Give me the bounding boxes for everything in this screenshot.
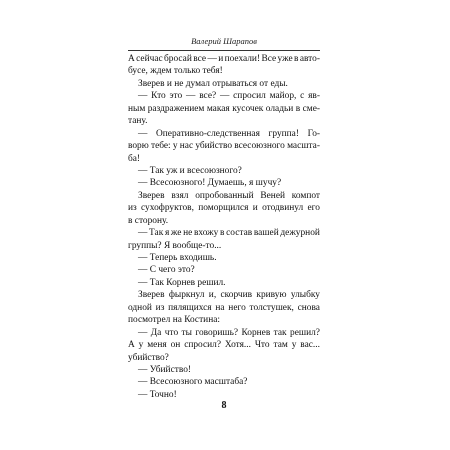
word: одной	[128, 302, 152, 313]
word: у	[291, 340, 297, 351]
word: Корнев	[241, 327, 271, 338]
text-line	[128, 352, 320, 364]
word: Зверев	[138, 190, 165, 201]
text-line	[128, 128, 320, 140]
text-line	[128, 240, 320, 252]
word: в	[220, 228, 225, 239]
word: я	[249, 178, 254, 189]
text-line	[128, 376, 320, 388]
word: Костина:	[184, 315, 220, 326]
text-line	[128, 327, 320, 339]
text-line	[128, 289, 320, 301]
page-number: 8	[221, 400, 227, 411]
text-line	[128, 302, 320, 314]
word: группы?	[128, 240, 162, 251]
word: все?	[199, 91, 217, 102]
word: макая	[206, 103, 230, 114]
word: ным	[128, 103, 146, 114]
word: уж	[166, 165, 178, 176]
word: отодвинул	[262, 203, 304, 214]
word: тану.	[128, 116, 148, 127]
word: Оперативно-следственная	[156, 128, 260, 139]
word: Корнев	[166, 277, 196, 288]
word: из	[128, 203, 137, 214]
word: —	[138, 128, 148, 139]
word: яв-	[308, 91, 320, 102]
word: там	[273, 340, 288, 351]
word: Го-	[307, 128, 320, 139]
word: взял	[171, 190, 189, 201]
word: он	[170, 340, 181, 351]
word: —	[138, 253, 148, 263]
text-line	[128, 103, 320, 115]
word: майор,	[269, 91, 297, 102]
word: убийство	[195, 141, 233, 152]
word: —	[138, 327, 148, 338]
word: —	[138, 178, 148, 189]
word: все	[193, 54, 207, 64]
word: опробованный	[195, 190, 254, 201]
text-line	[128, 177, 320, 189]
word: оладьи	[265, 103, 294, 114]
word: сухофруктов,	[141, 203, 194, 214]
word: —	[138, 165, 148, 176]
word: бросай	[164, 54, 192, 64]
word: ты	[181, 327, 192, 338]
word: от	[259, 78, 269, 89]
word: состав	[226, 228, 253, 239]
word: в	[294, 54, 299, 64]
word: Убийство!	[149, 364, 191, 375]
word: А	[128, 340, 135, 351]
word: Веней	[260, 190, 285, 201]
word: еды.	[270, 78, 288, 89]
word: не	[174, 78, 184, 89]
word: и	[166, 78, 172, 89]
word: вхожу	[193, 228, 219, 239]
word: поморщился	[198, 203, 249, 214]
word: всесоюзного?	[187, 165, 242, 176]
word: и	[252, 203, 258, 214]
word: ба!	[128, 153, 141, 164]
word: сме-	[302, 103, 320, 114]
word: что	[164, 327, 179, 338]
word: раздражением	[147, 103, 205, 114]
word: и	[218, 54, 224, 64]
word: тебе:	[150, 141, 171, 152]
word: спросил?	[184, 340, 221, 351]
word: это	[169, 91, 183, 102]
word: Так	[149, 165, 164, 176]
word: на	[215, 302, 225, 313]
word: скорчив	[220, 290, 253, 301]
word: дежурной	[280, 228, 320, 239]
word: входишь.	[179, 253, 217, 263]
word: говоришь?	[195, 327, 239, 338]
text-line	[128, 65, 320, 77]
word: —	[138, 277, 148, 288]
word: Зверев	[138, 290, 165, 301]
word: это?	[177, 265, 195, 276]
word: фыркнул	[168, 290, 205, 301]
text-line	[128, 53, 320, 65]
text-line	[128, 314, 320, 326]
word: его	[307, 203, 320, 214]
word: чего	[158, 265, 176, 276]
word: группа!	[268, 128, 299, 139]
word: так	[273, 327, 287, 338]
word: него	[228, 302, 246, 313]
word: шучу?	[255, 178, 282, 189]
word: улыбку	[290, 290, 320, 301]
word: Так	[149, 277, 164, 288]
word: и	[179, 165, 185, 176]
text-line	[128, 153, 320, 165]
word: только	[173, 66, 201, 77]
word: Всесоюзного!	[149, 178, 206, 189]
word: в	[128, 215, 133, 226]
word: вашей	[253, 228, 279, 239]
word: у	[138, 340, 144, 351]
word: я	[164, 228, 170, 239]
text-line	[128, 277, 320, 289]
word: —	[138, 91, 148, 102]
running-head-author: Валерий Шарапов	[191, 36, 257, 46]
word: компот	[291, 190, 320, 201]
word: —	[138, 265, 148, 276]
word: не	[183, 228, 193, 239]
word: А	[128, 54, 135, 64]
word: Все	[261, 54, 277, 64]
word: бусе,	[128, 66, 148, 77]
word: Да	[150, 327, 162, 338]
word: —	[138, 364, 148, 375]
word: думал	[185, 78, 210, 89]
word: вообще-то...	[172, 240, 222, 251]
word: —	[138, 228, 148, 239]
text-line	[128, 78, 320, 90]
word: кусочек	[232, 103, 264, 114]
word: —	[186, 91, 196, 102]
word: пялящихся	[168, 302, 212, 313]
word: же	[170, 228, 182, 239]
word: авто-	[299, 54, 320, 64]
text-line	[128, 115, 320, 127]
word: Зверев	[138, 78, 165, 89]
word: С	[149, 265, 156, 276]
word: Кто	[151, 91, 166, 102]
word: —	[138, 377, 148, 388]
word: масштаба?	[204, 377, 248, 388]
text-line	[128, 364, 320, 376]
word: Так	[149, 228, 164, 239]
word: поехали!	[224, 54, 261, 64]
text-line	[128, 264, 320, 276]
word: отрываться	[212, 78, 258, 89]
word: Что	[254, 340, 270, 351]
word: кривую	[256, 290, 287, 301]
word: убийство?	[128, 352, 169, 363]
word: в	[295, 103, 301, 114]
word: Теперь	[149, 253, 178, 263]
word: масшта-	[287, 141, 320, 152]
word: ворю	[128, 141, 149, 152]
word: сейчас	[136, 54, 163, 64]
text-line	[128, 165, 320, 177]
word: Я	[163, 240, 171, 251]
text-line	[128, 140, 320, 152]
word: толстушек,	[249, 302, 294, 313]
word: с	[300, 91, 305, 102]
text-line	[128, 252, 320, 264]
word: тебя!	[202, 66, 223, 77]
text-line	[128, 190, 320, 202]
header-rule	[128, 50, 320, 51]
body-text	[128, 53, 320, 401]
word: —	[207, 54, 217, 64]
word: нас	[179, 141, 194, 152]
text-line	[128, 90, 320, 102]
text-line	[128, 202, 320, 214]
word: сторону.	[134, 215, 169, 226]
word: решил?	[290, 327, 320, 338]
word: посмотрел	[128, 315, 171, 326]
text-line	[128, 227, 320, 239]
word: и,	[208, 290, 217, 301]
text-line	[128, 339, 320, 351]
word: спросил	[233, 91, 266, 102]
word: Точно!	[149, 389, 177, 400]
word: Всесоюзного	[149, 377, 203, 388]
word: —	[138, 389, 148, 400]
word: ждем	[150, 66, 172, 77]
word: вас...	[300, 340, 320, 351]
word: на	[172, 315, 182, 326]
word: —	[219, 91, 230, 102]
word: решил.	[197, 277, 226, 288]
text-line	[128, 215, 320, 227]
word: Хотя...	[224, 340, 251, 351]
word: меня	[147, 340, 167, 351]
word: снова	[297, 302, 320, 313]
word: из	[155, 302, 165, 313]
word: у	[172, 141, 178, 152]
word: всесоюзного	[234, 141, 285, 152]
word: уже	[277, 54, 293, 64]
word: Думаешь,	[207, 178, 247, 189]
